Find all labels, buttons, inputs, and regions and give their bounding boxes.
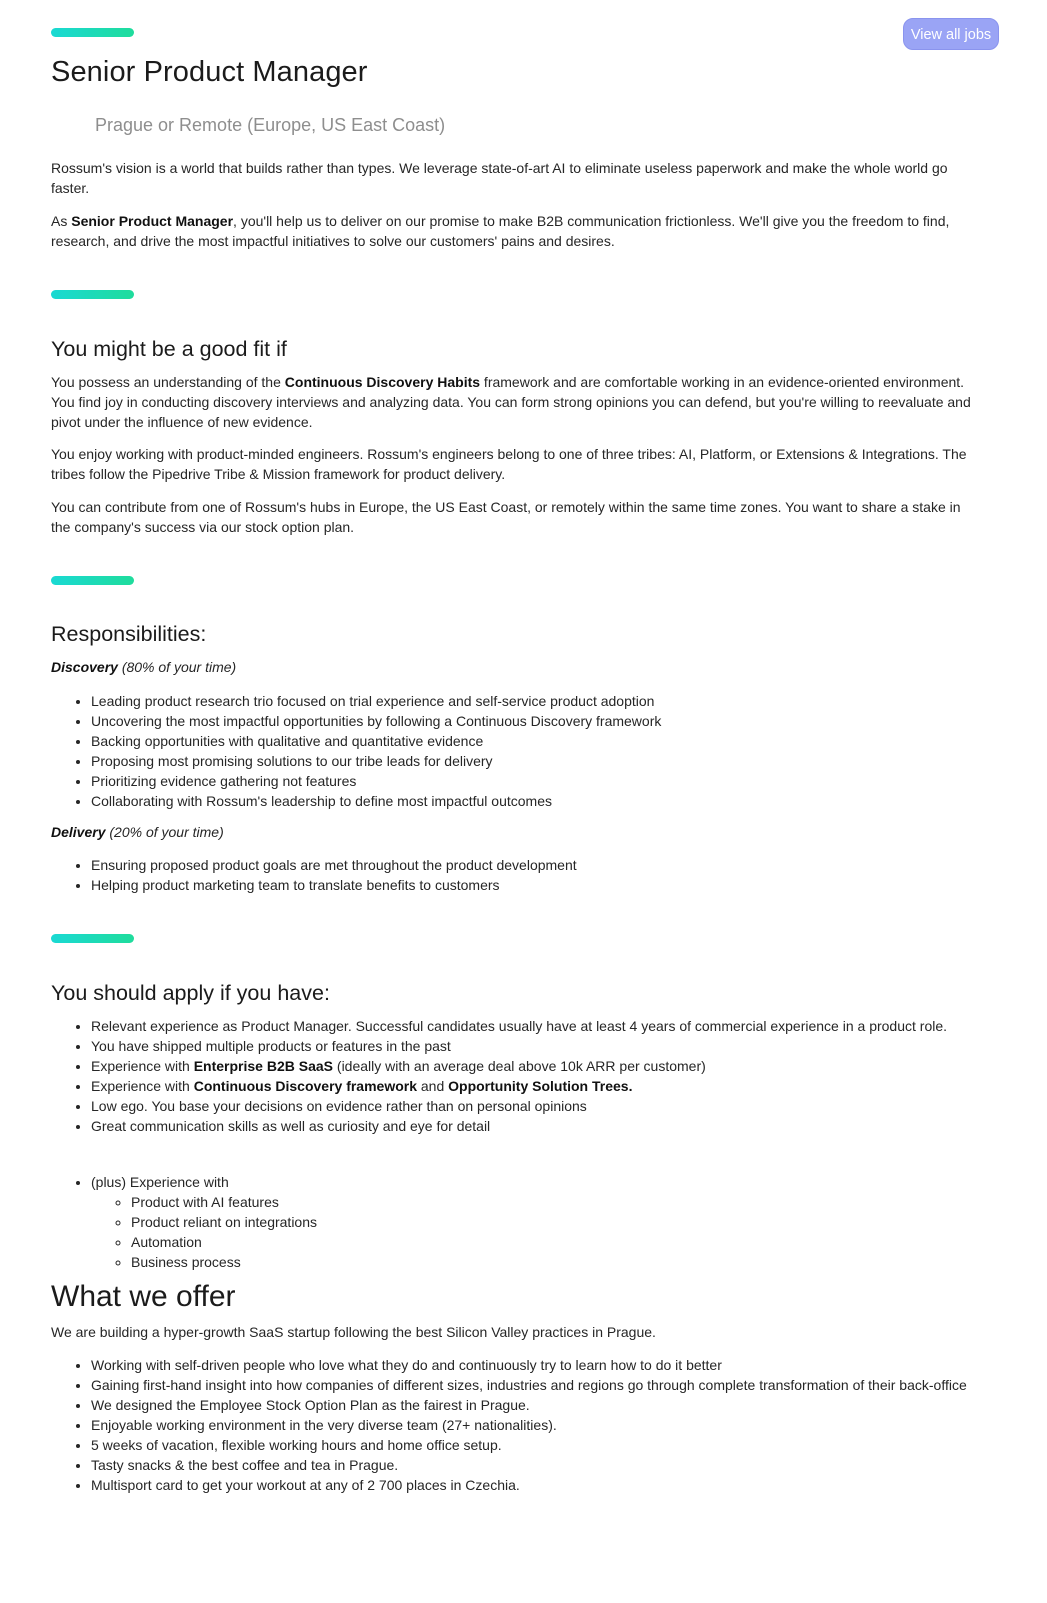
accent-divider bbox=[51, 934, 134, 943]
page-title: Senior Product Manager bbox=[51, 56, 368, 88]
list-item: • Great communication skills as well as curiosity and eye for detail bbox=[91, 1116, 1021, 1136]
list-item: • Uncovering the most impactful opportunities by following a Continuous Discovery framework bbox=[91, 711, 1021, 731]
discovery-list bbox=[51, 691, 1021, 811]
job-location: Prague or Remote (Europe, US East Coast) bbox=[95, 115, 446, 135]
accent-divider bbox=[51, 290, 134, 299]
delivery-list bbox=[51, 855, 1021, 895]
list-item: • (plus) Experience with ◦ Product with AI features ◦ Product reliant on integrations ◦ Automation ◦ Business process bbox=[91, 1172, 1021, 1272]
fit-paragraph: You enjoy working with product-minded engineers. Rossum's engineers belong to one of three tribes: AI, Platform, or Extensions & Integrations. The tribes follow the Pipedrive Tribe & Mission framework for product delivery. bbox=[51, 446, 967, 482]
intro-paragraph: Rossum's vision is a world that builds rather than types. We leverage state-of-art AI to eliminate useless paperwork and make the whole world go faster. bbox=[51, 160, 948, 196]
fit-paragraph: You can contribute from one of Rossum's hubs in Europe, the US East Coast, or remotely within the same time zones. You want to share a stake in the company's success via our stock option plan. bbox=[51, 499, 961, 535]
list-item: ◦ Automation bbox=[131, 1232, 1021, 1252]
list-item: • You have shipped multiple products or features in the past bbox=[91, 1036, 1021, 1056]
accent-divider bbox=[51, 28, 134, 37]
section-heading-offer: What we offer bbox=[51, 1280, 236, 1313]
offer-list bbox=[51, 1355, 1021, 1495]
list-item: • Tasty snacks & the best coffee and tea in Prague. bbox=[91, 1455, 1021, 1475]
requirements-list bbox=[51, 1016, 1021, 1136]
list-item: • Ensuring proposed product goals are met throughout the product development bbox=[91, 855, 1021, 875]
delivery-subheading: Delivery (20% of your time) bbox=[51, 824, 224, 840]
plus-list bbox=[51, 1172, 1021, 1272]
list-item: • Enjoyable working environment in the very diverse team (27+ nationalities). bbox=[91, 1415, 1021, 1435]
list-item: • Relevant experience as Product Manager. Successful candidates usually have at least 4 years of commercial experience in a product role. bbox=[91, 1016, 1021, 1036]
list-item: • Experience with Continuous Discovery framework and Opportunity Solution Trees. bbox=[91, 1076, 1021, 1096]
list-item: • Gaining first-hand insight into how companies of different sizes, industries and regions go through complete transformation of their back-office bbox=[91, 1375, 1021, 1395]
list-item: • Helping product marketing team to translate benefits to customers bbox=[91, 875, 1021, 895]
list-item: • We designed the Employee Stock Option Plan as the fairest in Prague. bbox=[91, 1395, 1021, 1415]
list-item: • 5 weeks of vacation, flexible working hours and home office setup. bbox=[91, 1435, 1021, 1455]
list-item: ◦ Product reliant on integrations bbox=[131, 1212, 1021, 1232]
list-item: • Leading product research trio focused on trial experience and self-service product adoption bbox=[91, 691, 1021, 711]
list-item: • Working with self-driven people who love what they do and continuously try to learn how to do it better bbox=[91, 1355, 1021, 1375]
list-item: • Experience with Enterprise B2B SaaS (ideally with an average deal above 10k ARR per customer) bbox=[91, 1056, 1021, 1076]
list-item: • Proposing most promising solutions to our tribe leads for delivery bbox=[91, 751, 1021, 771]
view-all-jobs-button[interactable]: View all jobs bbox=[903, 18, 999, 50]
list-item: ◦ Product with AI features bbox=[131, 1192, 1021, 1212]
fit-paragraph: You possess an understanding of the Continuous Discovery Habits framework and are comfortable working in an evidence-oriented environment. You find joy in conducting discovery interviews and analyzing data. You can form strong opinions you can defend, but you're willing to reevaluate and pivot under the influence of new evidence. bbox=[51, 374, 971, 430]
list-item: • Collaborating with Rossum's leadership to define most impactful outcomes bbox=[91, 791, 1021, 811]
list-item: • Multisport card to get your workout at any of 2 700 places in Czechia. bbox=[91, 1475, 1021, 1495]
plus-sublist bbox=[91, 1192, 1021, 1272]
list-item: • Prioritizing evidence gathering not features bbox=[91, 771, 1021, 791]
section-heading-good-fit: You might be a good fit if bbox=[51, 337, 287, 361]
list-item: • Backing opportunities with qualitative and quantitative evidence bbox=[91, 731, 1021, 751]
discovery-subheading: Discovery (80% of your time) bbox=[51, 659, 237, 675]
accent-divider bbox=[51, 576, 134, 585]
section-heading-responsibilities: Responsibilities: bbox=[51, 622, 207, 646]
list-item: • Low ego. You base your decisions on evidence rather than on personal opinions bbox=[91, 1096, 1021, 1116]
intro-role-paragraph: As Senior Product Manager, you'll help us to deliver on our promise to make B2B communication frictionless. We'll give you the freedom to find, research, and drive the most impactful initiatives to solve our customers' pains and desires. bbox=[51, 213, 950, 249]
section-heading-apply: You should apply if you have: bbox=[51, 981, 330, 1005]
offer-intro: We are building a hyper-growth SaaS startup following the best Silicon Valley practices in Prague. bbox=[51, 1324, 656, 1340]
list-item: ◦ Business process bbox=[131, 1252, 1021, 1272]
